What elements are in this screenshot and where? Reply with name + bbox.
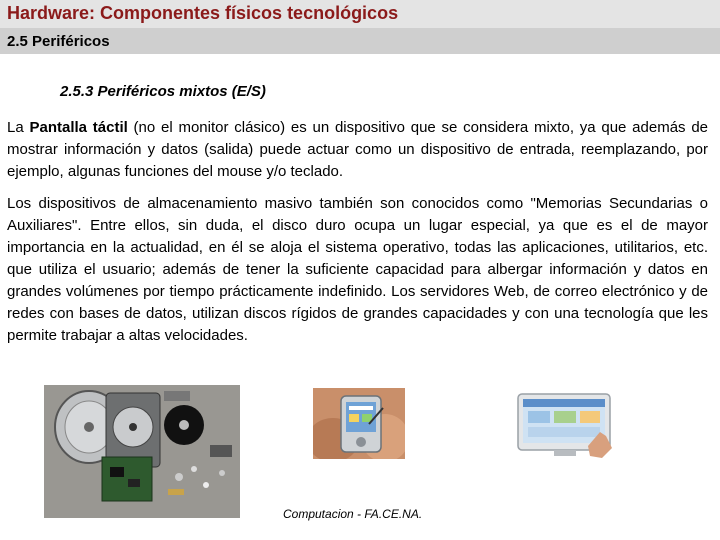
touchscreen-monitor-photo [514,388,618,462]
touch-pda-photo [313,388,405,459]
section-heading: 2.5.3 Periféricos mixtos (E/S) [60,83,266,100]
paragraph-touchscreen-rest: (no el monitor clásico) es un dispositivo que se considera mixto, ya que además de mostrar información y datos (salida) puede actuar como un dispositivo de entrada, reemplazando, por ejemplo, algunas funciones del mouse y/o teclado. [7,119,709,180]
title-bar [0,0,720,28]
hard-drive-photo [44,385,240,518]
page-title: Hardware: Componentes físicos tecnológicos [7,3,399,23]
touchscreen-term: Pantalla táctil [29,119,128,136]
page-subtitle: 2.5 Periféricos [7,33,110,50]
footer-credit: Computacion - FA.CE.NA. [283,507,423,521]
paragraph-storage: Los dispositivos de almacenamiento masivo también son conocidos como "Memorias Secundarias o Auxiliares". Entre ellos, sin duda, el disco duro ocupa un lugar especial, ya que es el de mayor importancia en la actualidad, en él se aloja el sistema operativo, todas las aplicaciones, utilitarios, etc. que utiliza el usuario; además de tener la suficiente capacidad para albergar información y datos en grandes volúmenes por tiempo prácticamente indefinido. Los servidores Web, de correo electrónico y de redes con bases de datos, utilizan discos rígidos de grandes capacidades y con una tecnología que les permite trabajar a altas velocidades. [7,195,708,344]
paragraph-touchscreen [7,117,708,183]
subtitle-bar [0,28,720,54]
paragraph-touchscreen-start: La [7,119,30,136]
